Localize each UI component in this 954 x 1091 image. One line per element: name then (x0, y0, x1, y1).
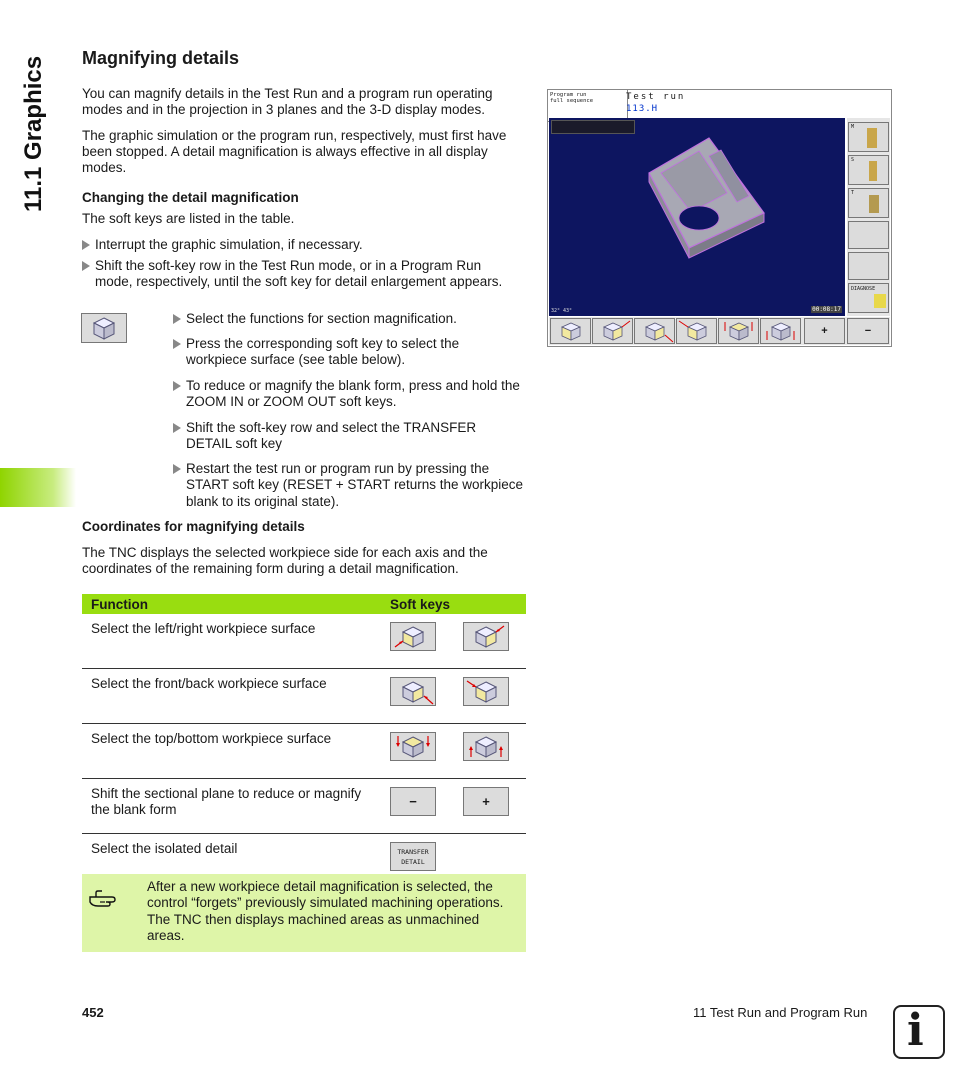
cube-top-arrow-icon (391, 733, 435, 760)
chapter-marker (0, 468, 76, 507)
bullet-triangle-icon (82, 261, 90, 271)
right-surface-softkey[interactable] (463, 622, 509, 651)
substep-item: Select the functions for section magnification. (173, 311, 523, 327)
bottom-plus-label: + (821, 325, 828, 337)
softkey-cell (381, 724, 526, 779)
diagnose-label: DIAGNOSE (851, 286, 876, 292)
table-row (82, 724, 526, 779)
function-cell: Select the front/back workpiece surface (82, 669, 381, 724)
bottom-softkey-zoom-in[interactable] (804, 318, 845, 344)
table-header-row (82, 594, 526, 614)
function-cell: Select the top/bottom workpiece surface (82, 724, 381, 779)
softkey-cell (381, 614, 526, 669)
softkey-cell (381, 669, 526, 724)
table-header-softkeys: Soft keys (381, 594, 526, 614)
table-header-function: Function (82, 594, 381, 614)
top-surface-softkey[interactable] (390, 732, 436, 761)
substep-item: Shift the soft-key row and select the TRANSFER DETAIL soft key (173, 420, 513, 453)
bottom-softkey-left-surface[interactable] (550, 318, 591, 344)
cube-left-arrow-icon (391, 623, 435, 650)
tool-icon (869, 161, 877, 181)
mode-line-1: Program run (550, 92, 587, 98)
transfer-detail-softkey[interactable] (390, 842, 436, 871)
side-softkey-t[interactable] (848, 188, 889, 218)
function-cell: Select the isolated detail (82, 834, 381, 889)
screen-title: Test run (626, 92, 686, 102)
cube-back-arrow-icon (677, 319, 716, 343)
chapter-tab-label: 11.1 Graphics (20, 55, 47, 212)
minus-label: − (409, 794, 417, 809)
diagnose-icon (874, 294, 886, 308)
run-timer: 00:08:17 (812, 306, 841, 313)
page-number: 452 (82, 1005, 104, 1020)
cube-icon (82, 314, 126, 342)
zoom-in-softkey[interactable] (463, 787, 509, 816)
side-softkey-bar (847, 118, 890, 316)
workpiece-graphic (549, 118, 845, 316)
cube-bottom-arrow-icon (761, 319, 800, 343)
note-box (82, 874, 526, 952)
mode-line-2: full sequence (550, 98, 594, 104)
step-item: Shift the soft-key row in the Test Run mode, or in a Program Run mode, respectively, until the soft key for detail enlargement appears. (82, 258, 522, 291)
front-surface-softkey[interactable] (390, 677, 436, 706)
tnc-screen (547, 89, 892, 347)
plus-label: + (482, 794, 490, 809)
coordinates-paragraph: The TNC displays the selected workpiece side for each axis and the coordinates of the remaining form during a detail magnification. (82, 545, 488, 577)
section-magnification-softkey[interactable] (81, 313, 127, 343)
table-row (82, 614, 526, 669)
side-label-s: S (851, 157, 855, 163)
cube-front-arrow-icon (391, 678, 435, 705)
bottom-softkey-right-surface[interactable] (592, 318, 633, 344)
function-cell: Shift the sectional plane to reduce or magnify the blank form (82, 779, 381, 834)
cube-left-arrow-icon (551, 319, 590, 343)
tool-change-icon (869, 195, 879, 213)
side-label-m: M (851, 124, 855, 130)
bottom-softkey-bottom-surface[interactable] (760, 318, 801, 344)
chapter-tab (12, 40, 64, 230)
side-softkey-s[interactable] (848, 155, 889, 185)
view-angles: 32° 43° (551, 308, 573, 314)
intro-paragraph-1: You can magnify details in the Test Run and a program run operating modes and in the projection in 3 planes and the 3-D display modes. (82, 86, 493, 118)
bullet-triangle-icon (173, 423, 181, 433)
cube-top-arrow-icon (719, 319, 758, 343)
substep-item: To reduce or magnify the blank form, press and hold the ZOOM IN or ZOOM OUT soft keys. (173, 378, 523, 411)
bottom-softkey-zoom-out[interactable] (847, 318, 889, 344)
substep-item: Press the corresponding soft key to select the workpiece surface (see table below). (173, 336, 503, 369)
softkey-table (82, 594, 526, 889)
bottom-surface-softkey[interactable] (463, 732, 509, 761)
softkeys-note: The soft keys are listed in the table. (82, 211, 295, 226)
screen-filename: 113.H (626, 104, 659, 114)
detail-label: DETAIL (401, 858, 425, 866)
transfer-label: TRANSFER (397, 848, 429, 856)
footer-chapter: 11 Test Run and Program Run (693, 1005, 868, 1020)
substep-item: Restart the test run or program run by pressing the START soft key (RESET + START returns the workpiece blank to its original state). (173, 461, 523, 510)
diagnose-softkey[interactable] (848, 283, 889, 313)
spindle-icon (867, 128, 877, 148)
step-item: Interrupt the graphic simulation, if necessary. (82, 237, 522, 253)
bottom-softkey-bar (549, 317, 890, 345)
back-surface-softkey[interactable] (463, 677, 509, 706)
pointing-hand-icon (88, 888, 124, 910)
bottom-minus-label: − (864, 325, 872, 337)
side-softkey-m[interactable] (848, 122, 889, 152)
table-row (82, 779, 526, 834)
bullet-triangle-icon (173, 464, 181, 474)
bottom-softkey-back-surface[interactable] (676, 318, 717, 344)
function-cell: Select the left/right workpiece surface (82, 614, 381, 669)
bottom-softkey-front-surface[interactable] (634, 318, 675, 344)
cube-back-arrow-icon (464, 678, 508, 705)
bullet-triangle-icon (173, 381, 181, 391)
section-title: Magnifying details (82, 48, 240, 68)
bullet-triangle-icon (173, 339, 181, 349)
table-row (82, 669, 526, 724)
subheading-coordinates: Coordinates for magnifying details (82, 519, 305, 534)
note-text: After a new workpiece detail magnification is selected, the control “forgets” previously simulated machining operations. The TNC then displays machined areas as unmachined areas. (147, 879, 504, 943)
side-softkey-empty-1[interactable] (848, 221, 889, 249)
bullet-triangle-icon (82, 240, 90, 250)
graphics-window (549, 118, 845, 316)
intro-paragraph-2: The graphic simulation or the program run, respectively, must first have been stopped. A detail magnification is always effective in all display modes. (82, 128, 507, 176)
left-surface-softkey[interactable] (390, 622, 436, 651)
bullet-triangle-icon (173, 314, 181, 324)
cube-right-arrow-icon (464, 623, 508, 650)
zoom-out-softkey[interactable] (390, 787, 436, 816)
cube-bottom-arrow-icon (464, 733, 508, 760)
side-label-t: T (851, 190, 855, 196)
cube-front-arrow-icon (635, 319, 674, 343)
subheading-change-magnification: Changing the detail magnification (82, 190, 299, 205)
cube-right-arrow-icon (593, 319, 632, 343)
info-icon (893, 1005, 945, 1059)
softkey-cell (381, 779, 526, 834)
side-softkey-empty-2[interactable] (848, 252, 889, 280)
bottom-softkey-top-surface[interactable] (718, 318, 759, 344)
info-glyph: i (907, 1005, 924, 1056)
